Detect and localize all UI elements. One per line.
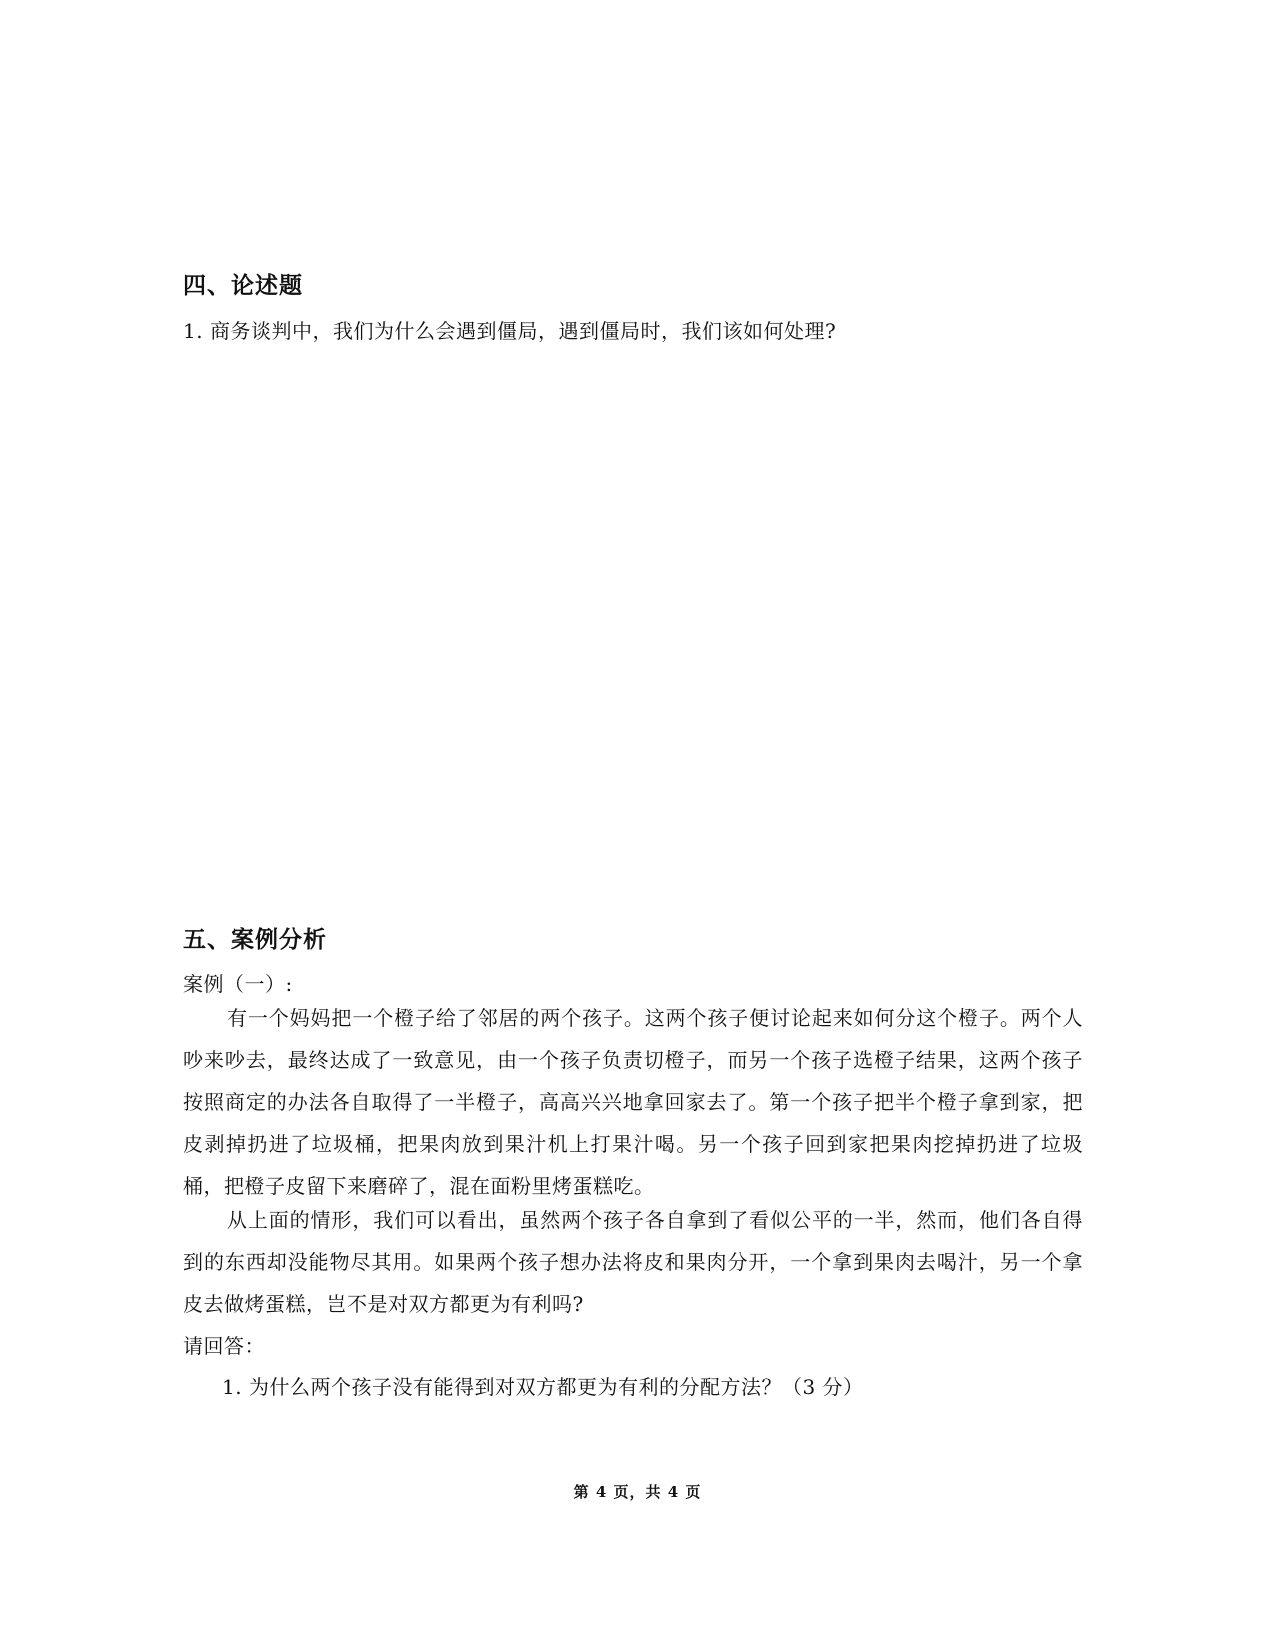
section-4-heading: 四、论述题 — [183, 273, 303, 299]
page-footer: 第 4 页，共 4 页 — [573, 1483, 702, 1501]
case-label: 案例（一）: — [183, 972, 293, 996]
case-question-1: 1. 为什么两个孩子没有能得到对双方都更为有利的分配方法？（3 分） — [222, 1375, 864, 1399]
case-paragraph-1: 有一个妈妈把一个橙子给了邻居的两个孩子。这两个孩子便讨论起来如何分这个橙子。两个人吵来吵去，最终达成了一致意见，由一个孩子负责切橙子，而另一个孩子选橙子结果，这两个孩子按照商定的办法各自取得了一半橙子，高高兴兴地拿回家去了。第一个孩子把半个橙子拿到家，把皮剥掉扔进了垃圾桶，把果肉放到果汁机上打果汁喝。另一个孩子回到家把果肉挖掉扔进了垃圾桶，把橙子皮留下来磨碎了，混在面粉里烤蛋糕吃。 — [183, 1006, 1083, 1198]
case-paragraph-2: 从上面的情形，我们可以看出，虽然两个孩子各自拿到了看似公平的一半，然而，他们各自得到的东西却没能物尽其用。如果两个孩子想办法将皮和果肉分开，一个拿到果肉去喝汁，另一个拿皮去做烤蛋糕，岂不是对双方都更为有利吗? — [183, 1208, 1083, 1316]
section-5-heading: 五、案例分析 — [183, 927, 327, 953]
answer-prompt: 请回答： — [183, 1334, 265, 1358]
essay-question-1: 1. 商务谈判中，我们为什么会遇到僵局，遇到僵局时，我们该如何处理? — [183, 319, 837, 343]
